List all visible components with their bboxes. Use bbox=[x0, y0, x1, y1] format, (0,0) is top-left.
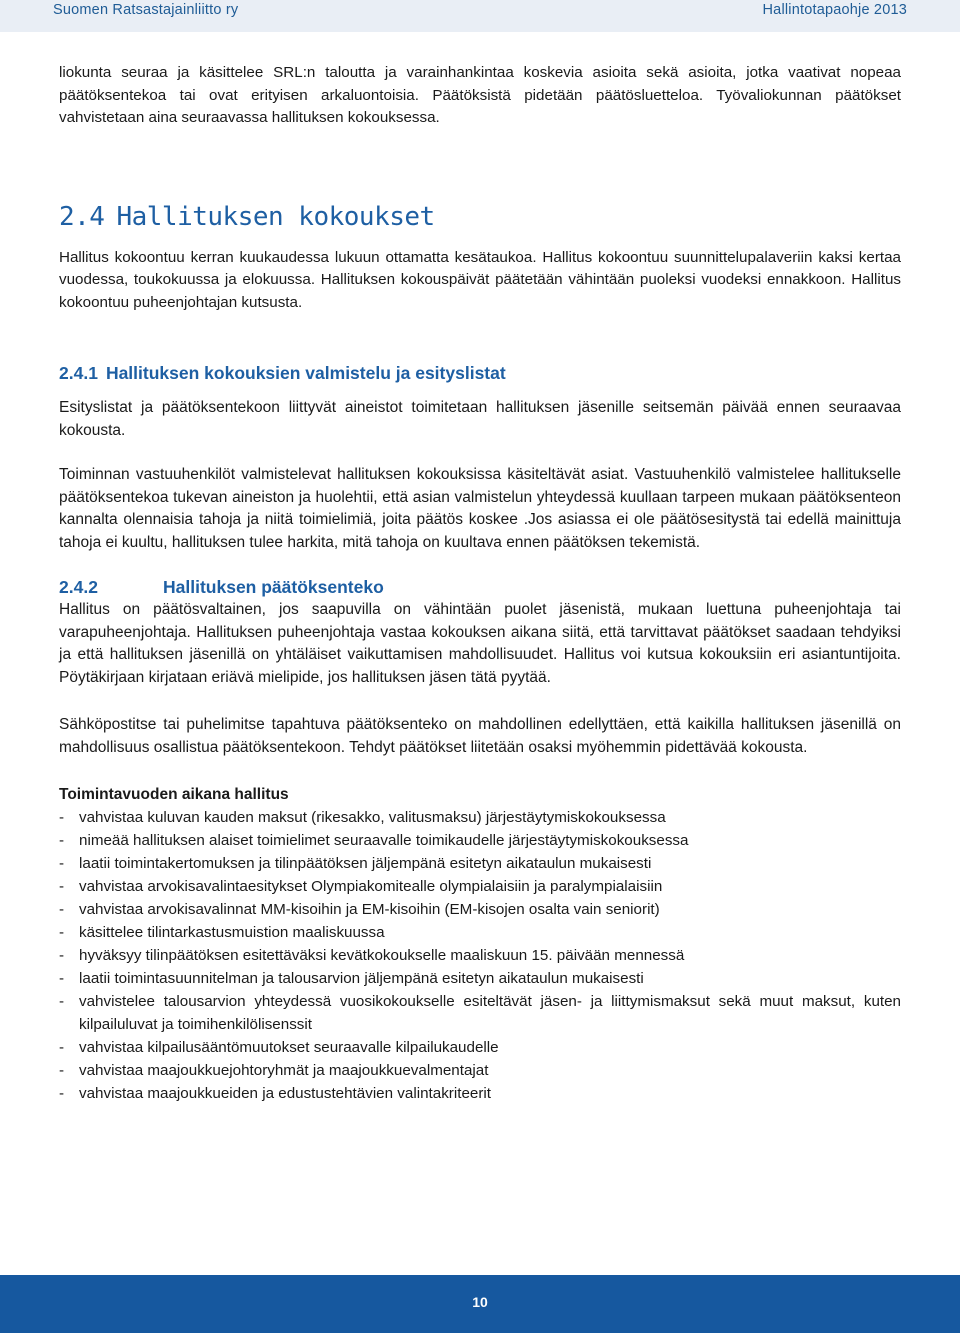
list-item bbox=[59, 967, 901, 990]
list-item-text: vahvistaa maajoukkueiden ja edustustehtävien valintakriteerit bbox=[79, 1085, 491, 1102]
section-heading bbox=[59, 197, 901, 237]
dash-bullet: - bbox=[59, 809, 65, 826]
list-item-text: nimeää hallituksen alaiset toimielimet seuraavalle toimikaudelle järjestäytymiskokouksessa bbox=[79, 832, 689, 849]
list-item bbox=[59, 806, 901, 829]
list-title: Toimintavuoden aikana hallitus bbox=[59, 786, 289, 803]
page-header bbox=[0, 0, 960, 32]
list-item bbox=[59, 1082, 901, 1105]
dash-bullet: - bbox=[59, 947, 65, 964]
list-item-text: vahvistaa arvokisavalintaesitykset Olympiakomitealle olympialaisiin ja paralympialaisiin bbox=[79, 878, 663, 895]
list-item bbox=[59, 1036, 901, 1059]
header-org-name: Suomen Ratsastajainliitto ry bbox=[53, 2, 239, 18]
list-item-text: laatii toimintasuunnitelman ja talousarvion jäljempänä esitetyn aikataulun mukaisesti bbox=[79, 970, 644, 987]
dash-bullet: - bbox=[59, 878, 65, 895]
list-item-text: vahvistaa kilpailusääntömuutokset seuraavalle kilpailukaudelle bbox=[79, 1039, 499, 1056]
list-item bbox=[59, 852, 901, 875]
header-document-title: Hallintotapaohje 2013 bbox=[762, 2, 907, 18]
list-item bbox=[59, 1059, 901, 1082]
section-title: Hallituksen kokoukset bbox=[116, 201, 435, 232]
dash-bullet: - bbox=[59, 1085, 65, 1102]
section-paragraph: Hallitus kokoontuu kerran kuukaudessa lukuun ottamatta kesätaukoa. Hallitus kokoontuu suunnittelupalaveriin kaksi kertaa vuodessa, toukokuussa ja elokuussa. Hallituksen kokouspäivät päätetään vähintään puoleksi vuodeksi ennakkoon. Hallitus kokoontuu puheenjohtajan kutsusta. bbox=[59, 248, 901, 311]
section-number: 2.4 bbox=[59, 201, 105, 232]
subsection-heading-2 bbox=[59, 575, 901, 599]
dash-bullet: - bbox=[59, 970, 65, 987]
list-item bbox=[59, 829, 901, 852]
dash-bullet: - bbox=[59, 901, 65, 918]
list-item-text: vahvistelee talousarvion yhteydessä vuosikokoukselle esiteltävät jäsen- ja liittymismaksut sekä muut maksut, kuten kilpailuluvat ja toimihenkilölisenssit bbox=[79, 993, 901, 1033]
list-item-text: vahvistaa maajoukkuejohtoryhmät ja maajoukkuevalmentajat bbox=[79, 1062, 489, 1079]
list-item-text: vahvistaa arvokisavalinnat MM-kisoihin ja EM-kisoihin (EM-kisojen osalta vain seniorit) bbox=[79, 901, 660, 918]
list-item bbox=[59, 921, 901, 944]
subsection-2-paragraph-2: Sähköpostitse tai puhelimitse tapahtuva päätöksenteko on mahdollinen edellyttäen, että kaikilla hallituksen jäsenillä on mahdollisuus osallistua päätöksentekoon. Tehdyt päätökset liitetään osaksi myöhemmin pidettävää kokousta. bbox=[59, 716, 901, 756]
dash-bullet: - bbox=[59, 924, 65, 941]
list-item bbox=[59, 898, 901, 921]
list-item-text: käsittelee tilintarkastusmuistion maaliskuussa bbox=[79, 924, 385, 941]
dash-bullet: - bbox=[59, 1062, 65, 1079]
dash-bullet: - bbox=[59, 1039, 65, 1056]
subsection-title-2: Hallituksen päätöksenteko bbox=[163, 577, 384, 597]
list-item-text: vahvistaa kuluvan kauden maksut (rikesakko, valitusmaksu) järjestäytymiskokouksessa bbox=[79, 809, 666, 826]
subsection-number-1: 2.4.1 bbox=[59, 363, 98, 383]
subsection-1-paragraph-2: Toiminnan vastuuhenkilöt valmistelevat hallituksen kokouksissa käsiteltävät asiat. Vastuuhenkilö valmistelee hallitukselle päätöksentekoa tukevan aineiston ja huolehtii, että asian valmistelun yhteydessä kuullaan tarpeen mukaan päätöksenteon kannalta olennaisia tahoja ja niitä toimielimiä, joita päätös koskee .Jos asiassa ei ole päätösesitystä tai edellä mainittuja tahoja ei kuultu, hallituksen tulee harkita, mitä tahoja on kuultava ennen päätöksen tekemistä. bbox=[59, 466, 901, 551]
subsection-1-paragraph-1: Esityslistat ja päätöksentekoon liittyvät aineistot toimitetaan hallituksen jäsenille seitsemän päivää ennen seuraavaa kokousta. bbox=[59, 399, 901, 439]
page-number: 10 bbox=[472, 1294, 488, 1310]
page-footer bbox=[0, 1275, 960, 1333]
subsection-number-2: 2.4.2 bbox=[59, 577, 98, 597]
page-content bbox=[59, 62, 901, 1105]
intro-paragraph: liokunta seuraa ja käsittelee SRL:n taloutta ja varainhankintaa koskevia asioita sekä asioita, jotka vaativat nopeaa päätöksentekoa tai ovat erityisen arkaluontoisia. Päätöksistä pidetään päätösluetteloa. Työvaliokunnan päätökset vahvistetaan aina seuraavassa hallituksen kokouksessa. bbox=[59, 64, 901, 126]
list-item-text: laatii toimintakertomuksen ja tilinpäätöksen jäljempänä esitetyn aikataulun mukaisesti bbox=[79, 855, 652, 872]
subsection-heading-1 bbox=[59, 361, 901, 385]
list-item bbox=[59, 944, 901, 967]
list-item bbox=[59, 875, 901, 898]
dash-bullet: - bbox=[59, 993, 65, 1010]
list-item-text: hyväksyy tilinpäätöksen esitettäväksi kevätkokoukselle maaliskuun 15. päivään mennessä bbox=[79, 947, 685, 964]
list-item bbox=[59, 990, 901, 1036]
duties-list bbox=[59, 806, 901, 1105]
dash-bullet: - bbox=[59, 832, 65, 849]
dash-bullet: - bbox=[59, 855, 65, 872]
subsection-title-1: Hallituksen kokouksien valmistelu ja esityslistat bbox=[105, 363, 506, 383]
subsection-2-paragraph-1: Hallitus on päätösvaltainen, jos saapuvilla on vähintään puolet jäsenistä, mukaan luettuna puheenjohtaja tai varapuheenjohtaja. Hallituksen puheenjohtaja vastaa kokouksen aikana siitä, että tarvittavat päätökset saadaan tehdyiksi ja että hallituksen jäsenillä on yhtäläiset vaikuttamisen mahdollisuudet. Hallitus voi kutsua kokouksiin eri asiantuntijoita. Pöytäkirjaan kirjataan eriävä mielipide, jos hallituksen jäsen tätä pyytää. bbox=[59, 601, 901, 686]
